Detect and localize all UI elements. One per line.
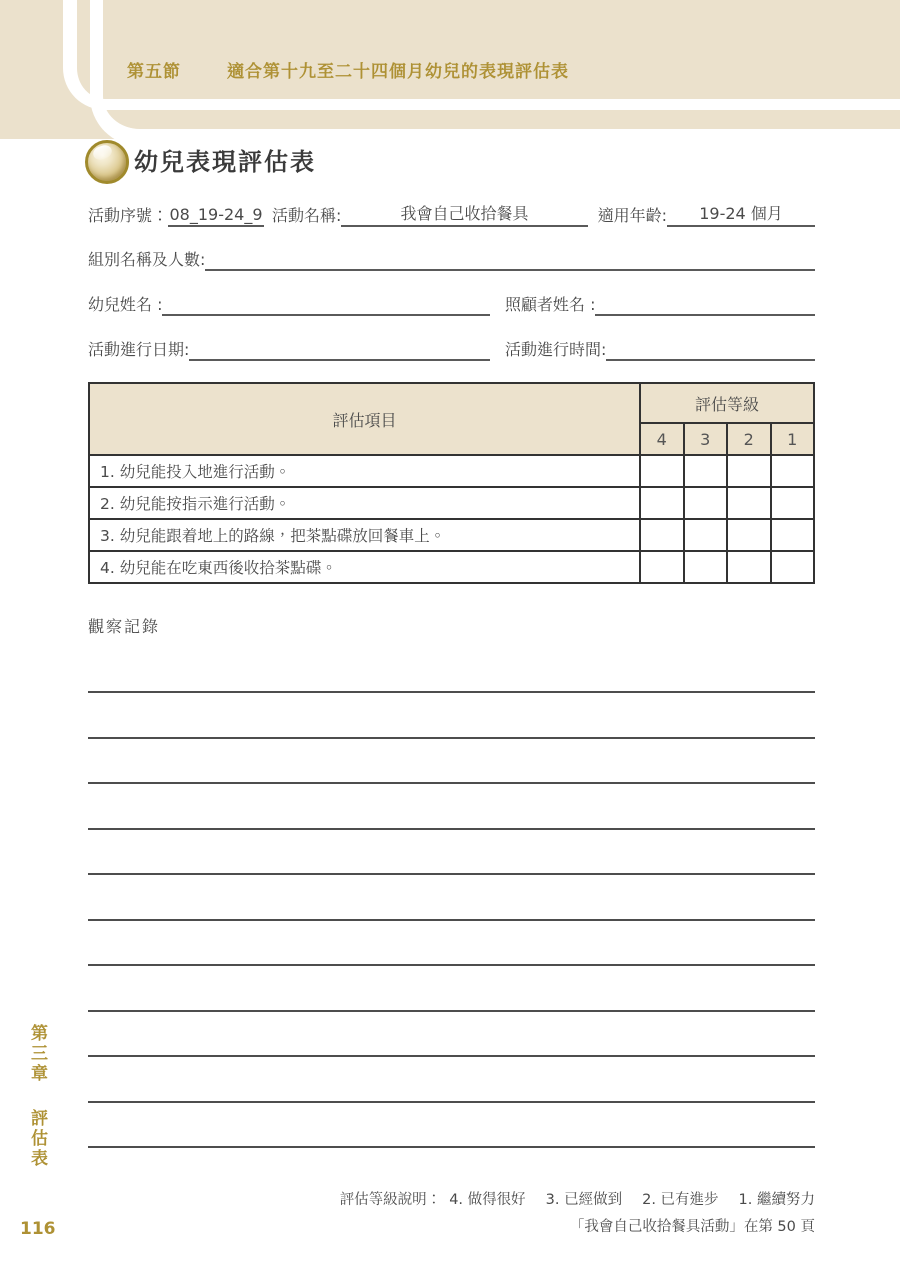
form-row-names [88,292,815,316]
legend-label: 評估等級說明： [339,1192,442,1208]
grade-checkbox-cell [727,551,771,583]
form-row-datetime [88,337,815,361]
grade-checkbox-cell [727,519,771,551]
section-heading [127,57,569,82]
section-title: 適合第十九至二十四個月幼兒的表現評估表 [227,62,569,82]
grade-col-3: 3 [684,423,728,455]
grade-checkbox-cell [640,487,684,519]
observation-line [88,873,815,875]
legend-item: 4. 做得很好 [449,1192,526,1208]
section-label: 第五節 [127,62,181,82]
group-label: 組別名稱及人數: [88,250,206,269]
child-name-label: 幼兒姓名 : [88,295,163,314]
activity-name-label: 活動名稱: [272,206,342,225]
caregiver-label: 照顧者姓名 : [505,295,596,314]
legend-item: 1. 繼續努力 [738,1192,815,1208]
chapter-tab [28,1024,46,1169]
observation-lines [88,691,815,1161]
grade-checkbox-cell [640,519,684,551]
observation-line [88,828,815,830]
observation-line [88,782,815,784]
table-row [89,455,814,487]
date-label: 活動進行日期: [88,340,190,359]
time-label: 活動進行時間: [505,340,607,359]
observation-line [88,964,815,966]
pearl-icon [85,140,129,184]
assessment-item: 2. 幼兒能按指示進行活動。 [89,487,640,519]
assessment-item: 3. 幼兒能跟着地上的路線，把茶點碟放回餐車上。 [89,519,640,551]
grade-col-2: 2 [727,423,771,455]
assessment-item: 1. 幼兒能投入地進行活動。 [89,455,640,487]
activity-no-field: 08_19-24_9 [168,205,264,227]
table-header-items: 評估項目 [89,383,640,455]
activity-name-field: 我會自己收拾餐具 [341,201,587,227]
grade-checkbox-cell [684,519,728,551]
observation-line [88,1010,815,1012]
observation-line [88,1101,815,1103]
table-row [89,487,814,519]
table-header-grade: 評估等級 [640,383,814,423]
assessment-item: 4. 幼兒能在吃東西後收拾茶點碟。 [89,551,640,583]
grade-checkbox-cell [640,551,684,583]
group-field [205,268,815,271]
page-title: 幼兒表現評估表 [134,148,316,176]
table-row [89,519,814,551]
assessment-table [88,382,815,584]
grade-checkbox-cell [771,487,815,519]
grade-checkbox-cell [684,455,728,487]
grade-checkbox-cell [727,487,771,519]
chapter-label: 第三章 [27,1024,47,1084]
legend-item: 3. 已經做到 [545,1192,623,1208]
date-field [189,358,490,361]
grade-legend [340,1188,815,1209]
grade-checkbox-cell [771,455,815,487]
time-field [606,358,815,361]
grade-checkbox-cell [771,519,815,551]
grade-checkbox-cell [640,455,684,487]
grade-checkbox-cell [684,487,728,519]
caregiver-field [595,313,815,316]
observation-line [88,1146,815,1148]
legend-item: 2. 已有進步 [642,1192,719,1208]
grade-col-4: 4 [640,423,684,455]
observation-line [88,737,815,739]
child-name-field [162,313,490,316]
grade-checkbox-cell [771,551,815,583]
observation-line [88,919,815,921]
grade-checkbox-cell [727,455,771,487]
form-row-activity [88,201,815,227]
age-label: 適用年齡: [597,206,667,225]
activity-no-label: 活動序號： [88,206,169,225]
grade-col-1: 1 [771,423,815,455]
page-number: 116 [20,1219,56,1239]
observation-line [88,1055,815,1057]
form-row-group [88,247,815,271]
chapter-section-label: 評估表 [27,1108,47,1169]
age-field: 19-24 個月 [667,201,815,227]
observation-label: 觀察記錄 [88,617,161,636]
table-row [89,551,814,583]
grade-checkbox-cell [684,551,728,583]
activity-reference: 「我會自己收拾餐具活動」在第 50 頁 [569,1219,815,1235]
observation-line [88,691,815,693]
